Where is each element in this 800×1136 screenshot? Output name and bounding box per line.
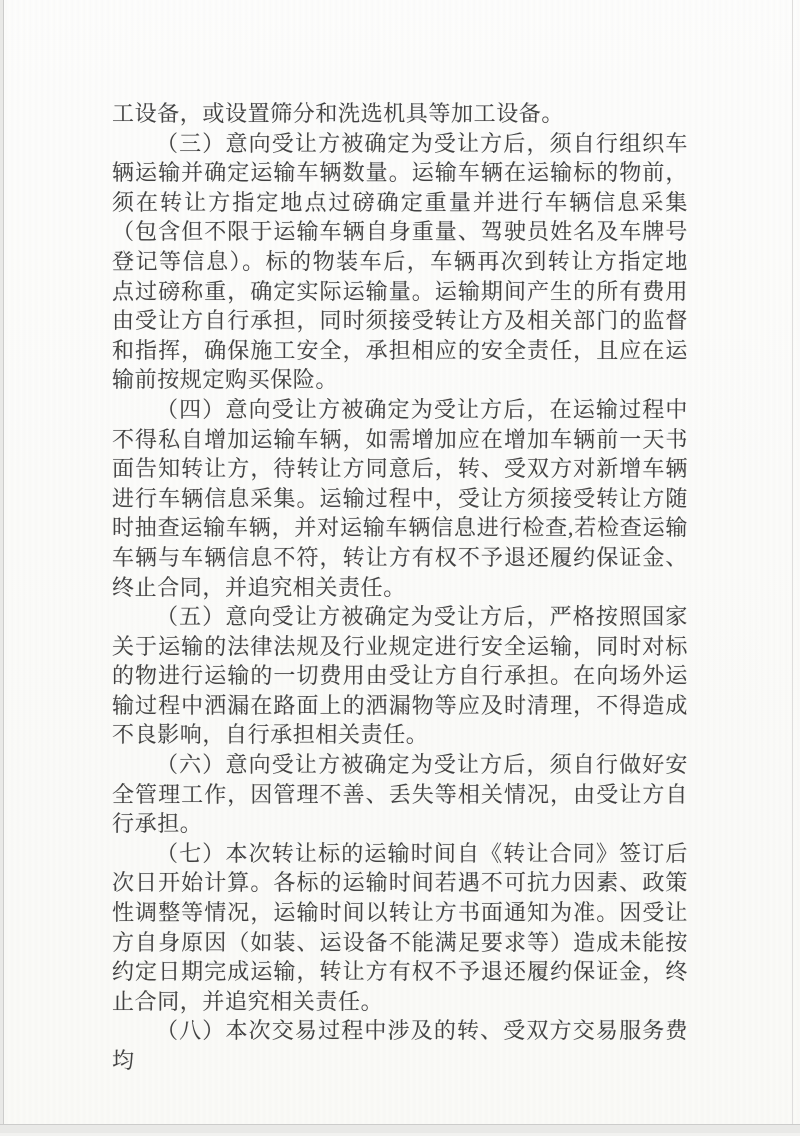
paragraph-clause-3: （三）意向受让方被确定为受让方后，须自行组织车辆运输并确定运输车辆数量。运输车辆在运输标的物前，须在转让方指定地点过磅确定重量并进行车辆信息采集（包含但不限于运输车辆自身重量、驾驶员姓名及车牌号登记等信息）。标的物装车后，车辆再次到转让方指定地点过磅称重，确定实际运输量。运输期间产生的所有费用由受让方自行承担，同时须接受转让方及相关部门的监督和指挥，确保施工安全，承担相应的安全责任，且应在运输前按规定购买保险。 xyxy=(112,130,688,393)
paragraph-clause-7: （七）本次转让标的运输时间自《转让合同》签订后次日开始计算。各标的运输时间若遇不可抗力因素、政策性调整等情况，运输时间以转让方书面通知为准。因受让方自身原因（如装、运设备不能满足要求等）造成未能按约定日期完成运输，转让方有权不予退还履约保证金，终止合同，并追究相关责任。 xyxy=(112,840,688,1014)
paragraph-clause-4: （四）意向受让方被确定为受让方后，在运输过程中不得私自增加运输车辆，如需增加应在增加车辆前一天书面告知转让方，待转让方同意后，转、受双方对新增车辆进行车辆信息采集。运输过程中，受让方须接受转让方随时抽查运输车辆，并对运输车辆信息进行检查,若检查运输车辆与车辆信息不符，转让方有权不予退还履约保证金、终止合同，并追究相关责任。 xyxy=(112,396,688,600)
paragraph-clause-6: （六）意向受让方被确定为受让方后，须自行做好安全管理工作，因管理不善、丢失等相关情况，由受让方自行承担。 xyxy=(112,752,688,837)
document-body-text xyxy=(112,99,688,1076)
page-left-edge xyxy=(0,0,4,1136)
paragraph-clause-5: （五）意向受让方被确定为受让方后，严格按照国家关于运输的法律法规及行业规定进行安全运输，同时对标的物进行运输的一切费用由受让方自行承担。在向场外运输过程中洒漏在路面上的洒漏物等应及时清理，不得造成不良影响，自行承担相关责任。 xyxy=(112,604,688,748)
page-right-edge xyxy=(792,0,793,1126)
paragraph-clause-8: （八）本次交易过程中涉及的转、受双方交易服务费均 xyxy=(112,1018,688,1073)
page-bottom-edge xyxy=(0,1124,800,1136)
paragraph-continuation: 工设备，或设置筛分和洗选机具等加工设备。 xyxy=(112,101,565,126)
